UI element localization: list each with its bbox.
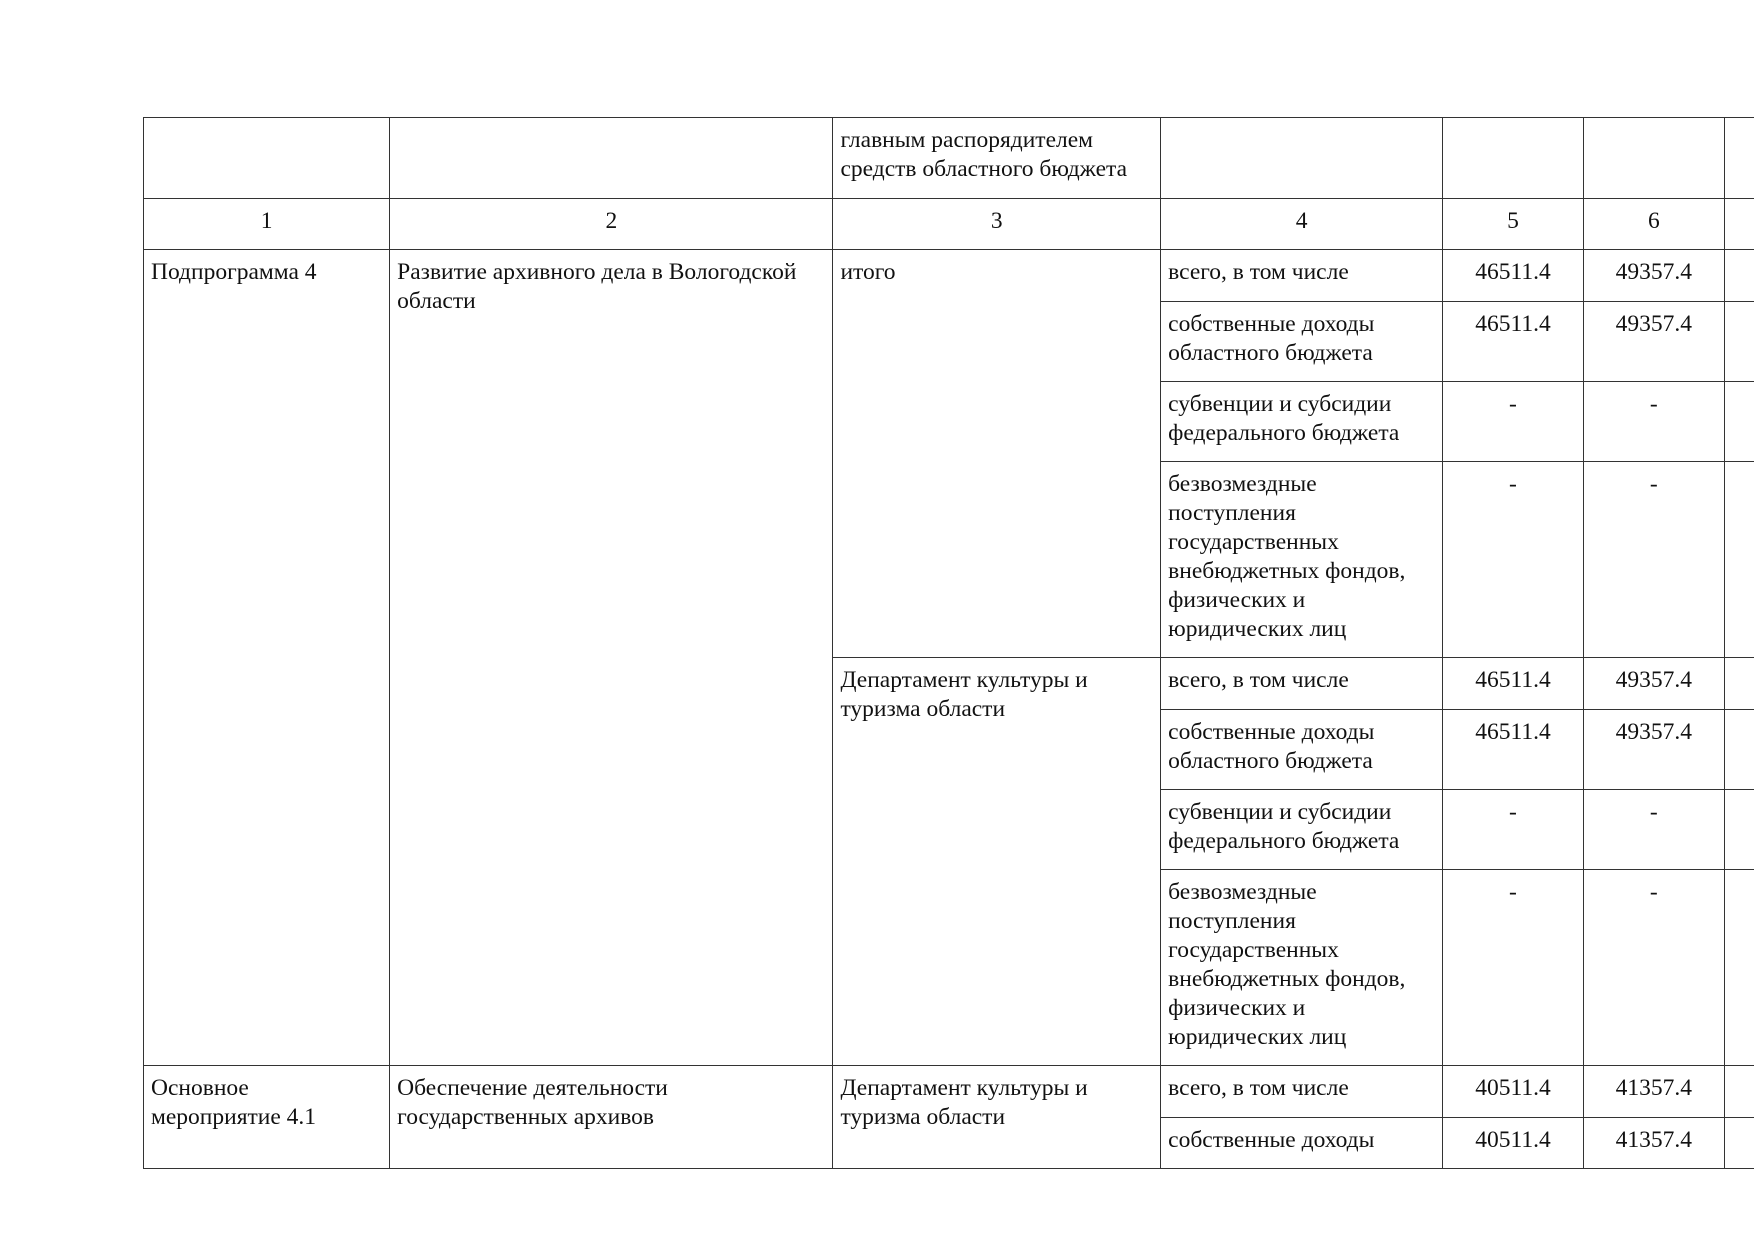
source-cell: собственные доходы областного бюджета [1161, 302, 1443, 382]
measure-name: Обеспечение деятельности государственных архивов [390, 1066, 833, 1169]
column-number: 4 [1161, 199, 1443, 250]
header-cell-6 [1583, 118, 1724, 199]
value-col5: 46511.4 [1443, 250, 1584, 302]
value-col5: 40511.4 [1443, 1118, 1584, 1169]
truncated-cell [1724, 382, 1754, 462]
truncated-cell [1724, 250, 1754, 302]
value-col6: - [1583, 382, 1724, 462]
source-cell: безвозмездные поступления государственных внебюджетных фондов, физических и юридических лиц [1161, 462, 1443, 658]
column-number: 6 [1583, 199, 1724, 250]
header-cell-3: главным распорядителем средств областного бюджета [833, 118, 1161, 199]
executor-cell: Департамент культуры и туризма области [833, 658, 1161, 1066]
header-cell-7 [1724, 118, 1754, 199]
measure-code: Основное мероприятие 4.1 [144, 1066, 390, 1169]
value-col6: 49357.4 [1583, 250, 1724, 302]
value-col5: 46511.4 [1443, 302, 1584, 382]
source-cell: собственные доходы областного бюджета [1161, 710, 1443, 790]
value-col5: 40511.4 [1443, 1066, 1584, 1118]
value-col6: 49357.4 [1583, 302, 1724, 382]
column-number: 5 [1443, 199, 1584, 250]
column-number-7 [1724, 199, 1754, 250]
header-cell-2 [390, 118, 833, 199]
executor-cell: Департамент культуры и туризма области [833, 1066, 1161, 1169]
source-cell: субвенции и субсидии федерального бюджета [1161, 382, 1443, 462]
source-cell: собственные доходы [1161, 1118, 1443, 1169]
source-cell: всего, в том числе [1161, 1066, 1443, 1118]
column-number-row [144, 199, 1754, 250]
executor-cell: итого [833, 250, 1161, 658]
subprogram-code: Подпрограмма 4 [144, 250, 390, 1066]
table-row [144, 250, 1754, 302]
header-cell-5 [1443, 118, 1584, 199]
header-cell-4 [1161, 118, 1443, 199]
value-col5: - [1443, 870, 1584, 1066]
column-number: 1 [144, 199, 390, 250]
truncated-cell [1724, 462, 1754, 658]
source-cell: всего, в том числе [1161, 658, 1443, 710]
value-col5: 46511.4 [1443, 710, 1584, 790]
value-col6: - [1583, 790, 1724, 870]
value-col5: - [1443, 382, 1584, 462]
value-col6: 49357.4 [1583, 710, 1724, 790]
table-row [144, 1066, 1754, 1118]
header-continuation-row [144, 118, 1754, 199]
value-col6: - [1583, 870, 1724, 1066]
column-number: 2 [390, 199, 833, 250]
truncated-cell [1724, 1066, 1754, 1118]
header-cell-1 [144, 118, 390, 199]
value-col6: 41357.4 [1583, 1118, 1724, 1169]
source-cell: субвенции и субсидии федерального бюджета [1161, 790, 1443, 870]
subprogram-name: Развитие архивного дела в Вологодской области [390, 250, 833, 1066]
column-number: 3 [833, 199, 1161, 250]
value-col6: 41357.4 [1583, 1066, 1724, 1118]
value-col5: - [1443, 790, 1584, 870]
value-col6: 49357.4 [1583, 658, 1724, 710]
truncated-cell [1724, 658, 1754, 710]
value-col5: - [1443, 462, 1584, 658]
source-cell: всего, в том числе [1161, 250, 1443, 302]
budget-table [143, 117, 1754, 1169]
truncated-cell [1724, 790, 1754, 870]
truncated-cell [1724, 870, 1754, 1066]
source-cell: безвозмездные поступления государственных внебюджетных фондов, физических и юридических лиц [1161, 870, 1443, 1066]
value-col6: - [1583, 462, 1724, 658]
truncated-cell [1724, 302, 1754, 382]
truncated-cell [1724, 1118, 1754, 1169]
truncated-cell [1724, 710, 1754, 790]
value-col5: 46511.4 [1443, 658, 1584, 710]
